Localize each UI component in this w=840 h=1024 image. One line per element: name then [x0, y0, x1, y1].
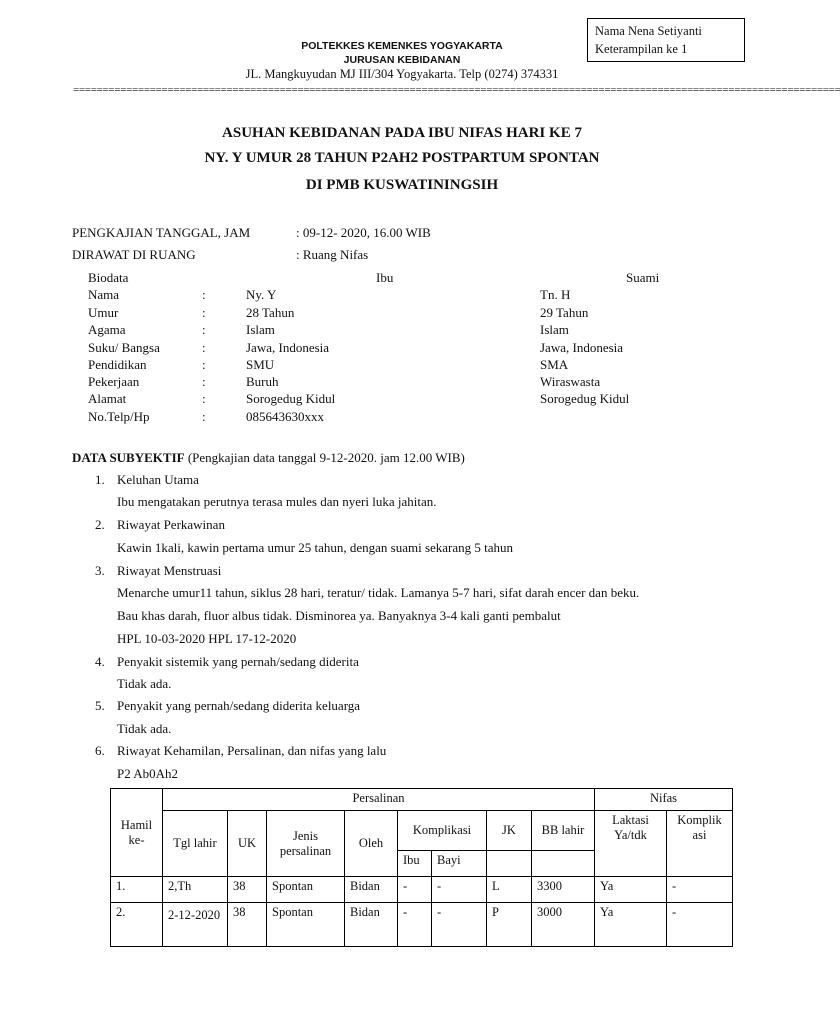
biodata-row: [88, 340, 688, 357]
skill-number: Keterampilan ke 1: [595, 42, 688, 56]
list-item-text: Tidak ada.: [117, 676, 172, 691]
colon: :: [202, 409, 206, 424]
list-item-title: Riwayat Perkawinan: [117, 517, 225, 532]
colon: :: [202, 391, 206, 406]
header-nifas: Nifas: [595, 789, 733, 811]
suami-value: 29 Tahun: [540, 305, 589, 320]
list-item-text: Kawin 1kali, kawin pertama umur 25 tahun, dengan suami sekarang 5 tahun: [117, 540, 514, 555]
biodata-row: [88, 357, 688, 374]
list-item-title: Penyakit yang pernah/sedang diderita keluarga: [117, 698, 361, 713]
header-uk: UK: [228, 811, 267, 877]
colon: :: [202, 287, 206, 302]
list-item-text: Tidak ada.: [117, 721, 172, 736]
suami-value: Tn. H: [540, 287, 571, 302]
cell-no: 2.: [111, 903, 163, 947]
list-number: 6.: [95, 743, 105, 758]
list-item-text: HPL 10-03-2020 HPL 17-12-2020: [117, 631, 297, 646]
field-label: Nama: [88, 287, 120, 302]
ibu-value: SMU: [246, 357, 275, 372]
header-komplikasi-ibu: Ibu: [398, 851, 432, 877]
header-bb-lahir: BB lahir: [532, 811, 595, 851]
suami-value: Islam: [540, 322, 569, 337]
biodata-suami-header: Suami: [626, 270, 660, 285]
header-komplikasi-nifas: Komplik asi: [667, 811, 733, 877]
list-item-text: Menarche umur11 tahun, siklus 28 hari, teratur/ tidak. Lamanya 5-7 hari, sifat darah encer dan beku.: [117, 585, 640, 600]
ibu-value: 28 Tahun: [246, 305, 295, 320]
institution-name: POLTEKKES KEMENKES YOGYAKARTA: [301, 40, 503, 52]
pregnancy-history-table: [110, 788, 733, 947]
list-number: 3.: [95, 563, 105, 578]
cell-jenis: Spontan: [267, 877, 345, 903]
colon: :: [202, 340, 206, 355]
institution-address: JL. Mangkuyudan MJ III/304 Yogyakarta. Telp (0274) 374331: [245, 67, 559, 81]
cell-bb-lahir: 3000: [532, 903, 595, 947]
biodata-row: [88, 305, 688, 322]
colon: :: [202, 374, 206, 389]
biodata-row: [88, 322, 688, 339]
ibu-value: Buruh: [246, 374, 279, 389]
list-number: 4.: [95, 654, 105, 669]
list-item-title: Riwayat Menstruasi: [117, 563, 222, 578]
subjective-heading-line: [72, 450, 465, 466]
list-item-text: Ibu mengatakan perutnya terasa mules dan nyeri luka jahitan.: [117, 494, 437, 509]
biodata-row: [88, 409, 688, 426]
field-label: Agama: [88, 322, 126, 337]
table-header-row: [111, 811, 733, 851]
field-label: Alamat: [88, 391, 127, 406]
header-separator: ==================================================================================================================================: [73, 84, 840, 96]
cell-uk: 38: [228, 903, 267, 947]
header-tgl-lahir: Tgl lahir: [163, 811, 228, 877]
header-hamil-ke: Hamil ke-: [111, 789, 163, 877]
table-row: [111, 903, 733, 947]
cell-tgl-lahir: 2-12-2020: [163, 903, 228, 947]
header-jenis-persalinan: Jenis persalinan: [267, 811, 345, 877]
colon: :: [202, 322, 206, 337]
cell-komplikasi-nifas: -: [667, 903, 733, 947]
cell-komplikasi-nifas: -: [667, 877, 733, 903]
room-value: : Ruang Nifas: [296, 247, 369, 262]
student-name: Nama Nena Setiyanti: [595, 24, 702, 38]
cell-jk: L: [487, 877, 532, 903]
cell-no: 1.: [111, 877, 163, 903]
header-komplikasi: Komplikasi: [398, 811, 487, 851]
list-item-title: Penyakit sistemik yang pernah/sedang diderita: [117, 654, 359, 669]
header-laktasi: Laktasi Ya/tdk: [595, 811, 667, 877]
cell-laktasi: Ya: [595, 903, 667, 947]
biodata-ibu-header: Ibu: [376, 270, 394, 285]
ibu-value: Ny. Y: [246, 287, 277, 302]
document-title-line-2: NY. Y UMUR 28 TAHUN P2AH2 POSTPARTUM SPONTAN: [204, 150, 600, 166]
suami-value: Wiraswasta: [540, 374, 601, 389]
subjective-heading-note: (Pengkajian data tanggal 9-12-2020. jam 12.00 WIB): [184, 450, 465, 465]
department-name: JURUSAN KEBIDANAN: [343, 54, 461, 66]
list-number: 5.: [95, 698, 105, 713]
header-komplikasi-bayi: Bayi: [432, 851, 487, 877]
room-label: DIRAWAT DI RUANG: [72, 247, 196, 262]
suami-value: SMA: [540, 357, 569, 372]
field-label: No.Telp/Hp: [88, 409, 150, 424]
biodata-row: [88, 287, 688, 304]
header-oleh: Oleh: [345, 811, 398, 877]
colon: :: [202, 305, 206, 320]
cell-komplikasi-bayi: -: [432, 903, 487, 947]
document-title-line-3: DI PMB KUSWATININGSIH: [305, 177, 499, 193]
header-jk: JK: [487, 811, 532, 851]
assessment-date-value: : 09-12- 2020, 16.00 WIB: [296, 225, 431, 240]
suami-value: Jawa, Indonesia: [540, 340, 624, 355]
cell-komplikasi-ibu: -: [398, 877, 432, 903]
list-item-text: Bau khas darah, fluor albus tidak. Disminorea ya. Banyaknya 3-4 kali ganti pembalut: [117, 608, 561, 623]
cell-jk: P: [487, 903, 532, 947]
cell-laktasi: Ya: [595, 877, 667, 903]
cell-komplikasi-ibu: -: [398, 903, 432, 947]
cell-oleh: Bidan: [345, 903, 398, 947]
list-item-title: Riwayat Kehamilan, Persalinan, dan nifas yang lalu: [117, 743, 387, 758]
ibu-value: Islam: [246, 322, 275, 337]
list-item-text: P2 Ab0Ah2: [117, 766, 179, 781]
field-label: Pekerjaan: [88, 374, 140, 389]
biodata-header: [88, 270, 688, 287]
list-number: 1.: [95, 472, 105, 487]
ibu-value: Jawa, Indonesia: [246, 340, 330, 355]
biodata-row: [88, 374, 688, 391]
field-label: Umur: [88, 305, 119, 320]
suami-value: Sorogedug Kidul: [540, 391, 630, 406]
table-row: [111, 877, 733, 903]
biodata-row: [88, 391, 688, 408]
list-number: 2.: [95, 517, 105, 532]
cell-tgl-lahir: 2,Th: [163, 877, 228, 903]
table-header-row: [111, 789, 733, 811]
ibu-value: 085643630xxx: [246, 409, 324, 424]
assessment-date-label: PENGKAJIAN TANGGAL, JAM: [72, 225, 251, 240]
colon: :: [202, 357, 206, 372]
empty-cell: [532, 851, 595, 877]
cell-jenis: Spontan: [267, 903, 345, 947]
cell-uk: 38: [228, 877, 267, 903]
list-item-title: Keluhan Utama: [117, 472, 199, 487]
field-label: Pendidikan: [88, 357, 147, 372]
cell-bb-lahir: 3300: [532, 877, 595, 903]
biodata-label: Biodata: [88, 270, 129, 285]
field-label: Suku/ Bangsa: [88, 340, 160, 355]
header-persalinan: Persalinan: [163, 789, 595, 811]
ibu-value: Sorogedug Kidul: [246, 391, 336, 406]
cell-komplikasi-bayi: -: [432, 877, 487, 903]
empty-cell: [487, 851, 532, 877]
cell-oleh: Bidan: [345, 877, 398, 903]
subjective-heading: DATA SUBYEKTIF: [72, 450, 185, 465]
document-title-line-1: ASUHAN KEBIDANAN PADA IBU NIFAS HARI KE 7: [222, 125, 582, 141]
